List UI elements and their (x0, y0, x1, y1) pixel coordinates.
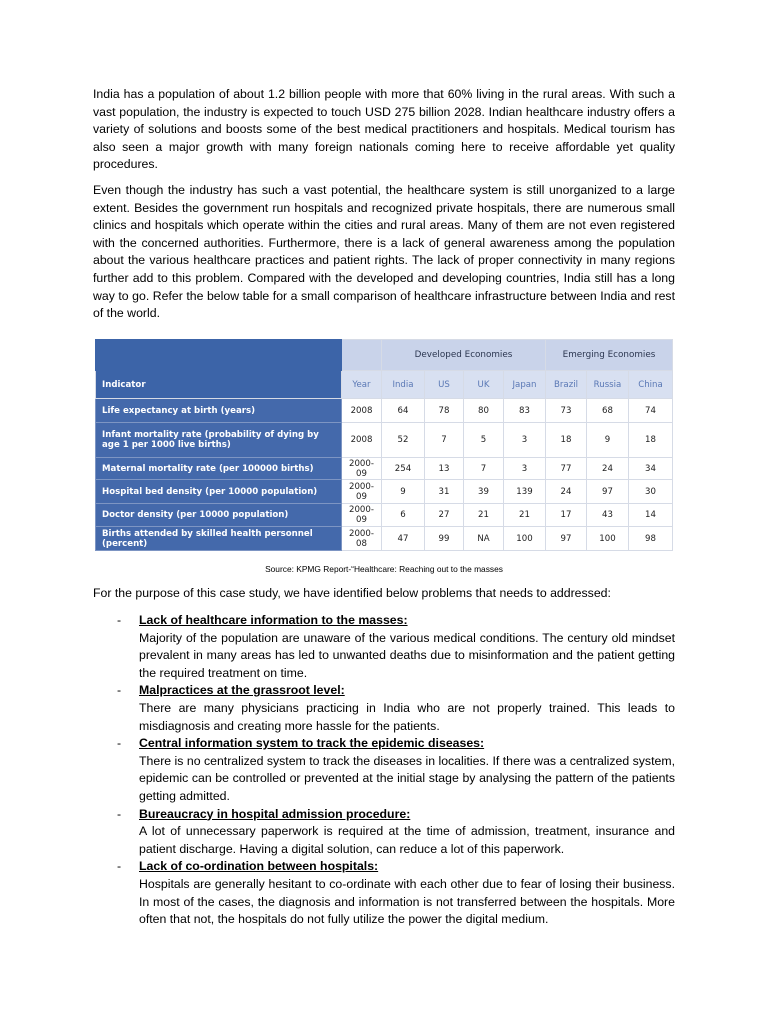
column-header-us: US (425, 370, 464, 399)
column-header-brazil: Brazil (546, 370, 587, 399)
table-cell: 2000-09 (342, 503, 382, 527)
table-cell: 100 (504, 527, 546, 551)
table-row (96, 399, 673, 423)
table-cell: 27 (425, 503, 464, 527)
table-cell: 9 (587, 422, 629, 457)
problem-description: A lot of unnecessary paperwork is required at the time of admission, treatment, insurance and patient discharge. Having a digital solution, can reduce a lot of this paperwork. (139, 824, 675, 856)
table-cell: 18 (629, 422, 673, 457)
table-cell: 83 (504, 399, 546, 423)
table-cell: 64 (382, 399, 425, 423)
problem-title: Lack of co-ordination between hospitals: (139, 859, 379, 874)
bullet-dash: - (117, 613, 122, 627)
problem-title: Lack of healthcare information to the masses: (139, 613, 408, 627)
table-cell: 34 (629, 457, 673, 480)
table-cell: 2000-09 (342, 457, 382, 480)
table-cell: 73 (546, 399, 587, 423)
comparison-table (95, 339, 672, 551)
table-cell: 7 (464, 457, 504, 480)
table-row (96, 503, 673, 527)
table-cell: 7 (425, 422, 464, 457)
bullet-dash: - (117, 806, 122, 821)
table-cell: 24 (587, 457, 629, 480)
column-header-china: China (629, 370, 673, 399)
table-cell: 30 (629, 480, 673, 504)
column-header-indicator: Indicator (96, 370, 342, 399)
table-row (96, 422, 673, 457)
table-cell: 13 (425, 457, 464, 480)
table-cell: 17 (546, 503, 587, 527)
problem-list (93, 612, 675, 929)
table-row (96, 480, 673, 504)
table-cell: 3 (504, 422, 546, 457)
table-cell: 97 (546, 527, 587, 551)
table-cell: 77 (546, 457, 587, 480)
problem-title: Bureaucracy in hospital admission procedure: (139, 806, 411, 821)
table-cell: 6 (382, 503, 425, 527)
table-cell: 97 (587, 480, 629, 504)
emerging-economies-header: Emerging Economies (546, 340, 673, 371)
table-cell: 80 (464, 399, 504, 423)
column-header-uk: UK (464, 370, 504, 399)
table-row (96, 527, 673, 551)
problem-title: Malpractices at the grassroot level: (139, 683, 345, 698)
problem-description: Hospitals are generally hesitant to co-ordinate with each other due to fear of losing their business. In most of the cases, the diagnosis and information is not transferred between the hospitals. More often that not, the hospitals do not fully utilize the power the digital medium. (139, 876, 675, 927)
problem-description: There are many physicians practicing in India who are not properly trained. This leads to misdiagnosis and creating more hassle for the patients. (139, 700, 675, 733)
table-cell: 18 (546, 422, 587, 457)
indicator-cell: Doctor density (per 10000 population) (96, 503, 342, 527)
table-group-header-row (96, 340, 673, 371)
indicator-cell: Life expectancy at birth (years) (96, 399, 342, 423)
table-cell: 14 (629, 503, 673, 527)
indicator-cell: Infant mortality rate (probability of dying by age 1 per 1000 live births) (96, 422, 342, 457)
indicator-cell: Maternal mortality rate (per 100000 births) (96, 457, 342, 480)
intro-paragraph: India has a population of about 1.2 billion people with more that 60% living in the rural areas. With such a vast population, the industry is expected to touch USD 275 billion 2028. Indian healthcare industry offers a variety of solutions and boosts some of the best medical practitioners and hospitals. Medical tourism has also seen a major growth with many foreign nationals coming here to receive affordable yet quality procedures. (93, 87, 675, 172)
problem-description: There is no centralized system to track the diseases in localities. If there was a centralized system, epidemic can be controlled or prevented at the initial stage by analysing the pattern of the patients getting admitted. (139, 753, 675, 803)
column-header-russia: Russia (587, 370, 629, 399)
problem-description: Majority of the population are unaware of the various medical conditions. The century old mindset prevalent in many areas has led to unwanted deaths due to misinformation and the patient getting the required treatment on time. (139, 630, 675, 680)
table-header-row (96, 370, 673, 399)
table-cell: 9 (382, 480, 425, 504)
indicator-header-blank (96, 340, 342, 371)
table-cell: 52 (382, 422, 425, 457)
column-header-year: Year (342, 370, 382, 399)
table-cell: NA (464, 527, 504, 551)
table-cell: 74 (629, 399, 673, 423)
list-item (93, 858, 675, 928)
table-cell: 5 (464, 422, 504, 457)
table-cell: 21 (504, 503, 546, 527)
bullet-dash: - (117, 859, 122, 874)
table-cell: 139 (504, 480, 546, 504)
table-cell: 39 (464, 480, 504, 504)
bullet-dash: - (117, 736, 122, 751)
list-item (93, 682, 675, 735)
table-cell: 21 (464, 503, 504, 527)
problems-intro: For the purpose of this case study, we have identified below problems that needs to addressed: (93, 586, 611, 600)
table-cell: 2008 (342, 399, 382, 423)
list-item (93, 806, 675, 859)
bullet-dash: - (117, 683, 122, 698)
table-cell: 31 (425, 480, 464, 504)
table-cell: 24 (546, 480, 587, 504)
table-cell: 99 (425, 527, 464, 551)
table-cell: 98 (629, 527, 673, 551)
indicator-cell: Births attended by skilled health personnel (percent) (96, 527, 342, 551)
problem-title: Central information system to track the epidemic diseases: (139, 736, 485, 751)
developed-economies-header: Developed Economies (382, 340, 546, 371)
context-paragraph: Even though the industry has such a vast potential, the healthcare system is still unorganized to a large extent. Besides the government run hospitals and recognized private hospitals, there are numerous small clinics and hospitals which operate within the cities and rural areas. Many of them are not even registered with the concerned authorities. Furthermore, there is a lack of general awareness among the population about the various healthcare practices and patient rights. The lack of proper connectivity in many regions further add to this problem. Compared with the developed and developing countries, India still has a long way to go. Refer the below table for a small comparison of healthcare infrastructure between India and rest of the world. (93, 183, 675, 321)
table-cell: 3 (504, 457, 546, 480)
table-cell: 2000-09 (342, 480, 382, 504)
table-row (96, 457, 673, 480)
year-group-blank (342, 340, 382, 371)
list-item (93, 735, 675, 805)
column-header-japan: Japan (504, 370, 546, 399)
indicator-cell: Hospital bed density (per 10000 population) (96, 480, 342, 504)
table-cell: 100 (587, 527, 629, 551)
table-cell: 68 (587, 399, 629, 423)
table-cell: 2000-08 (342, 527, 382, 551)
table-cell: 47 (382, 527, 425, 551)
table-cell: 78 (425, 399, 464, 423)
table-cell: 254 (382, 457, 425, 480)
table-source-caption: Source: KPMG Report-“Healthcare: Reaching out to the masses (265, 564, 503, 574)
column-header-india: India (382, 370, 425, 399)
table-cell: 43 (587, 503, 629, 527)
table-cell: 2008 (342, 422, 382, 457)
list-item (93, 612, 675, 682)
